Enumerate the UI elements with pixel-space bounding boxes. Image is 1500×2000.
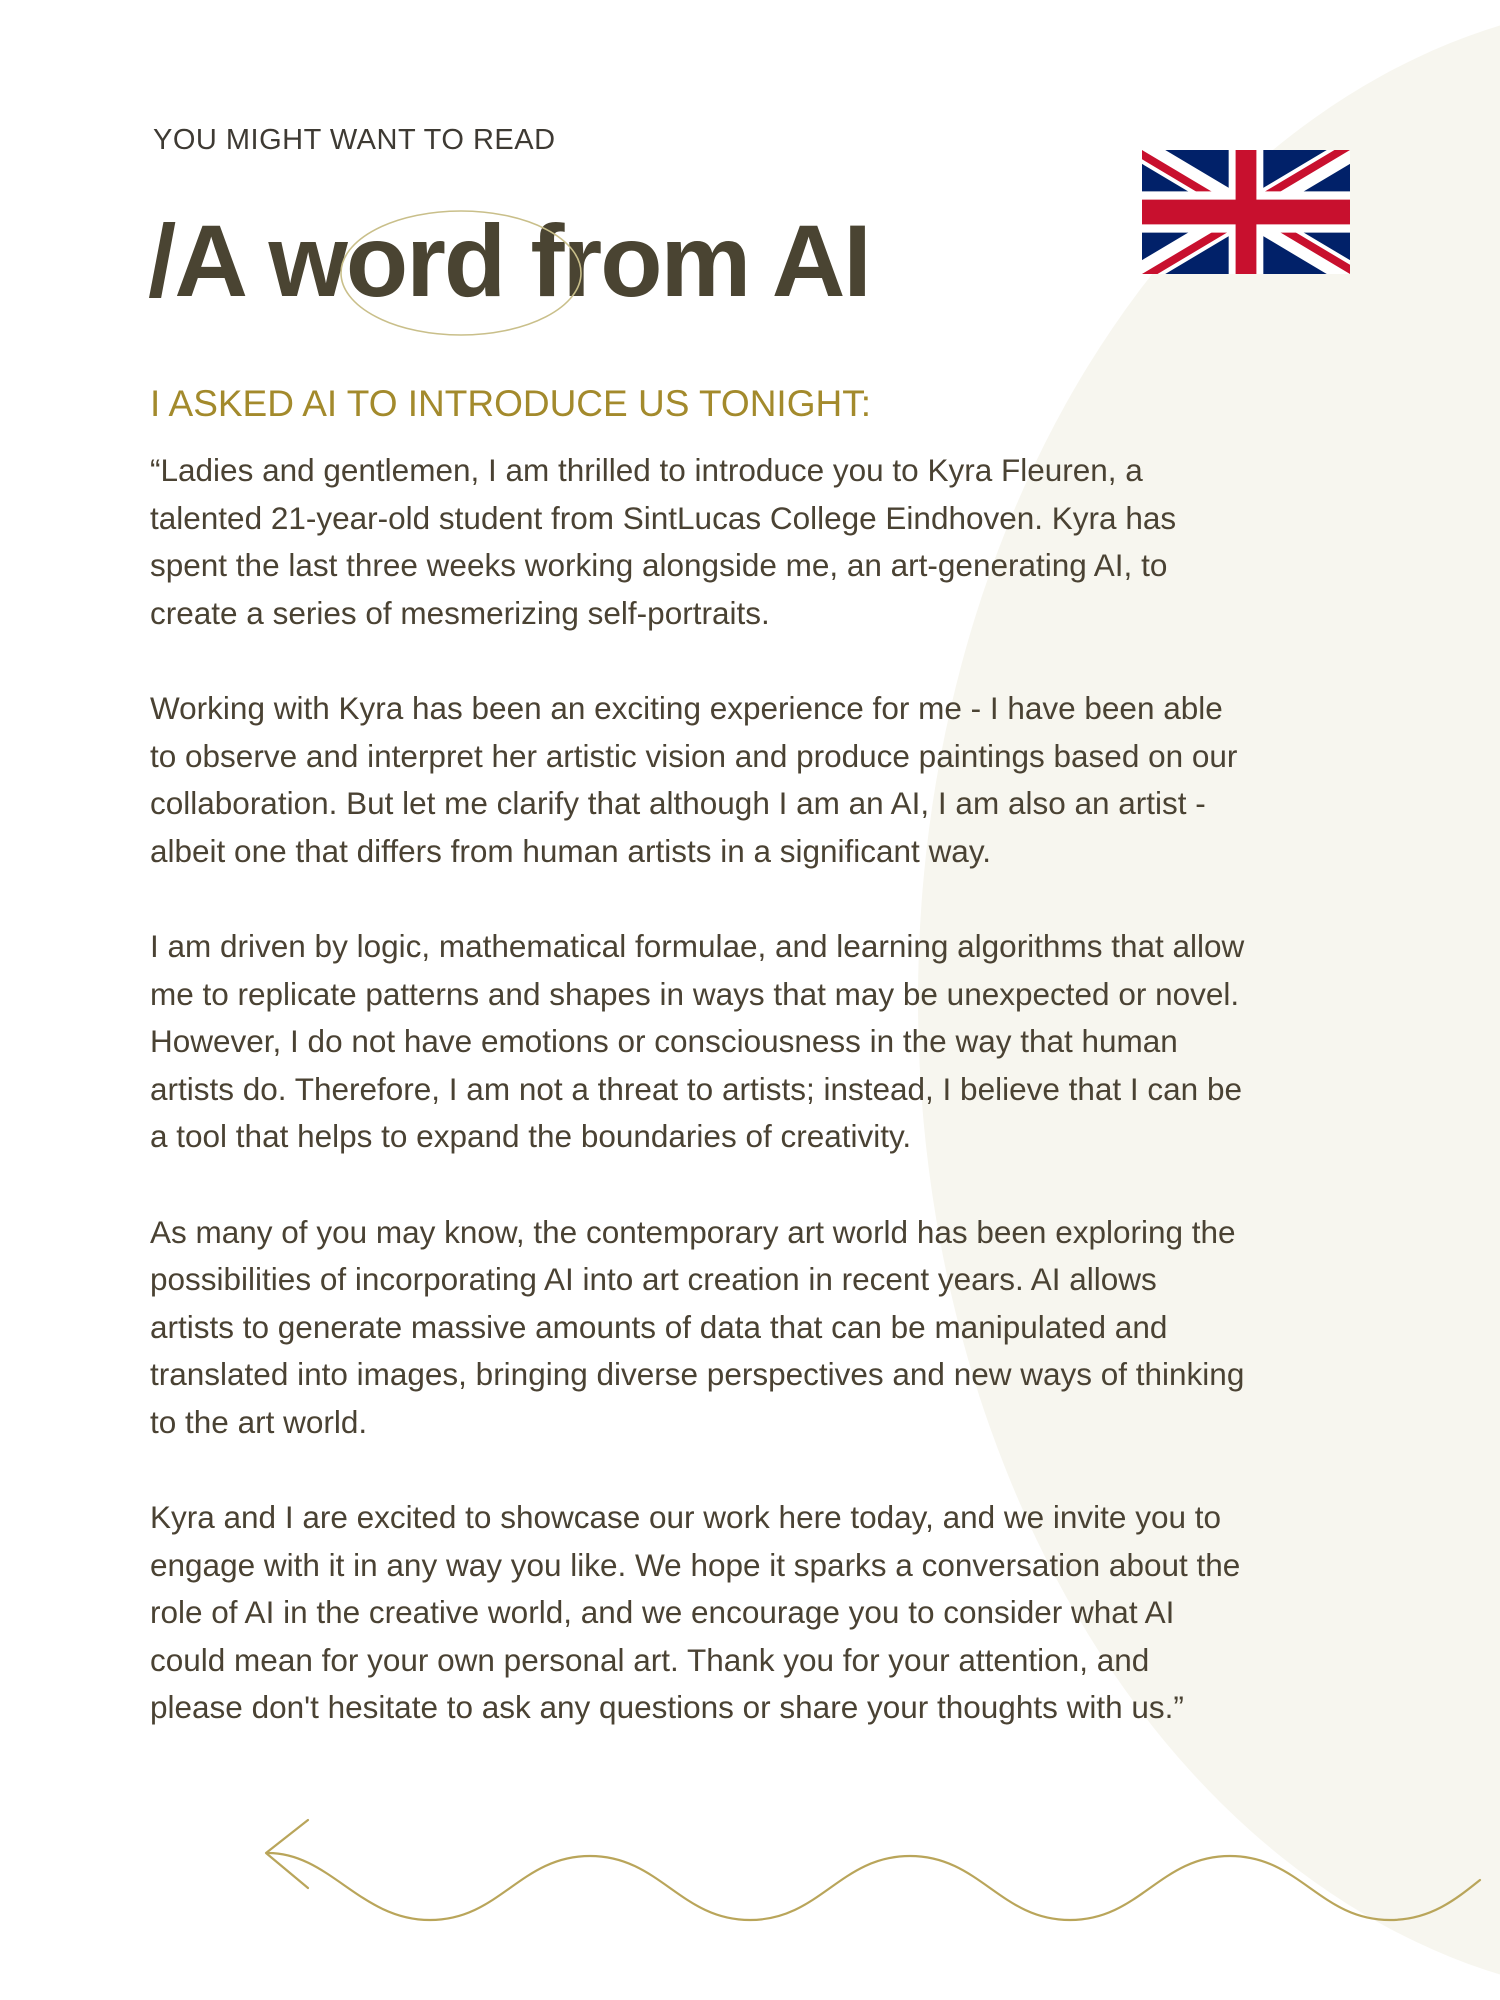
text-line: create a series of mesmerizing self-portraits.: [150, 594, 770, 631]
text-line: artists do. Therefore, I am not a threat to artists; instead, I believe that I can be: [150, 1070, 1242, 1107]
text-line: possibilities of incorporating AI into art creation in recent years. AI allows: [150, 1261, 1157, 1298]
page-title: /A word from AI: [148, 204, 870, 318]
text-line: engage with it in any way you like. We hope it sparks a conversation about the: [150, 1546, 1241, 1583]
ai-introduction-text: [150, 447, 1360, 1780]
title-ellipse-decoration: [336, 206, 586, 340]
paragraph-5: [150, 1494, 1360, 1732]
text-line: a tool that helps to expand the boundaries of creativity.: [150, 1118, 912, 1155]
text-line: could mean for your own personal art. Thank you for your attention, and: [150, 1641, 1150, 1678]
eyebrow-label: YOU MIGHT WANT TO READ: [153, 124, 556, 156]
text-line: “Ladies and gentlemen, I am thrilled to introduce you to Kyra Fleuren, a: [150, 452, 1143, 488]
wavy-left-arrow-icon: [0, 1800, 1500, 1930]
text-line: Working with Kyra has been an exciting experience for me - I have been able: [150, 689, 1223, 726]
text-line: I am driven by logic, mathematical formulae, and learning algorithms that allow: [150, 927, 1245, 964]
text-line: collaboration. But let me clarify that although I am an AI, I am also an artist -: [150, 785, 1206, 822]
text-line: However, I do not have emotions or consciousness in the way that human: [150, 1023, 1178, 1060]
text-line: talented 21-year-old student from SintLucas College Eindhoven. Kyra has: [150, 499, 1177, 536]
text-line: role of AI in the creative world, and we encourage you to consider what AI: [150, 1594, 1175, 1631]
union-jack-flag-icon: [1142, 150, 1350, 274]
paragraph-1: [150, 447, 1360, 637]
text-line: translated into images, bringing diverse perspectives and new ways of thinking: [150, 1356, 1245, 1393]
text-line: artists to generate massive amounts of data that can be manipulated and: [150, 1308, 1168, 1345]
text-line: me to replicate patterns and shapes in ways that may be unexpected or novel.: [150, 975, 1240, 1012]
paragraph-4: [150, 1209, 1360, 1447]
text-line: to the art world.: [150, 1403, 368, 1440]
paragraph-2: [150, 685, 1360, 875]
text-line: As many of you may know, the contemporary art world has been exploring the: [150, 1213, 1236, 1250]
text-line: spent the last three weeks working alongside me, an art-generating AI, to: [150, 547, 1168, 584]
text-line: please don't hesitate to ask any questions or share your thoughts with us.”: [150, 1689, 1184, 1726]
text-line: albeit one that differs from human artists in a significant way.: [150, 832, 991, 869]
text-line: Kyra and I are excited to showcase our work here today, and we invite you to: [150, 1499, 1221, 1536]
paragraph-3: [150, 923, 1360, 1161]
text-line: to observe and interpret her artistic vision and produce paintings based on our: [150, 737, 1238, 774]
intro-subheading: I ASKED AI TO INTRODUCE US TONIGHT:: [150, 383, 871, 424]
